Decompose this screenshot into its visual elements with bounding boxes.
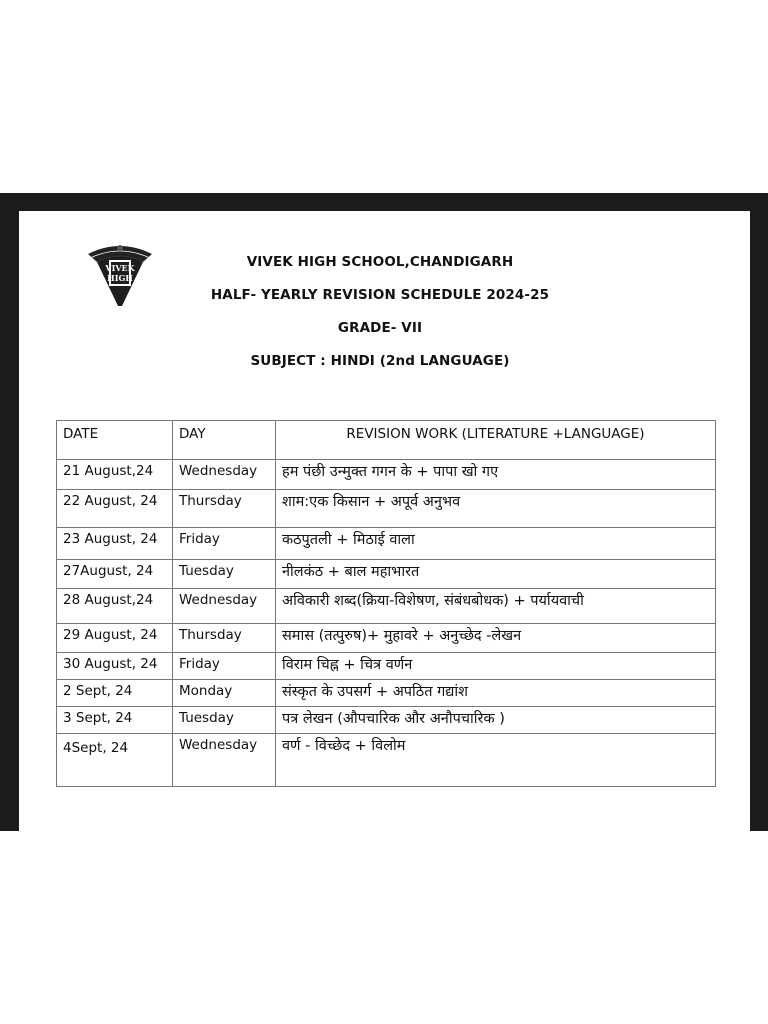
row-work: अविकारी शब्द(क्रिया-विशेषण, संबंधबोधक) + पर्यायवाची xyxy=(276,589,716,624)
row-work: शाम:एक किसान + अपूर्व अनुभव xyxy=(276,490,716,528)
table-row xyxy=(57,653,716,680)
column-header-date: DATE xyxy=(57,421,173,460)
table-row xyxy=(57,560,716,589)
row-date: 23 August, 24 xyxy=(57,528,173,560)
row-day: Wednesday xyxy=(173,589,276,624)
row-date: 28 August,24 xyxy=(57,589,173,624)
row-date: 2 Sept, 24 xyxy=(57,680,173,707)
row-work: वर्ण - विच्छेद + विलोम xyxy=(276,734,716,787)
table-row xyxy=(57,528,716,560)
row-date: 4Sept, 24 xyxy=(57,734,173,787)
row-day: Friday xyxy=(173,653,276,680)
table-header-row xyxy=(57,421,716,460)
table-row xyxy=(57,734,716,787)
school-name: VIVEK HIGH SCHOOL,CHANDIGARH xyxy=(246,254,514,270)
row-date: 29 August, 24 xyxy=(57,624,173,653)
row-day: Wednesday xyxy=(173,460,276,490)
row-work: समास (तत्पुरुष)+ मुहावरे + अनुच्छेद -लेखन xyxy=(276,624,716,653)
table-row xyxy=(57,589,716,624)
row-work: पत्र लेखन (औपचारिक और अनौपचारिक ) xyxy=(276,707,716,734)
grade-label: GRADE- VII xyxy=(337,320,423,336)
row-day: Wednesday xyxy=(173,734,276,787)
row-day: Thursday xyxy=(173,624,276,653)
revision-schedule-table xyxy=(56,420,716,787)
row-date: 3 Sept, 24 xyxy=(57,707,173,734)
table-row xyxy=(57,460,716,490)
table-row xyxy=(57,624,716,653)
schedule-title: HALF- YEARLY REVISION SCHEDULE 2024-25 xyxy=(210,287,550,303)
row-day: Friday xyxy=(173,528,276,560)
row-day: Monday xyxy=(173,680,276,707)
row-date: 21 August,24 xyxy=(57,460,173,490)
row-work: नीलकंठ + बाल महाभारत xyxy=(276,560,716,589)
row-date: 22 August, 24 xyxy=(57,490,173,528)
column-header-work: REVISION WORK (LITERATURE +LANGUAGE) xyxy=(276,421,716,460)
table-row xyxy=(57,490,716,528)
subject-label: SUBJECT : HINDI (2nd LANGUAGE) xyxy=(250,353,510,369)
row-work: हम पंछी उन्मुक्त गगन के + पापा खो गए xyxy=(276,460,716,490)
row-day: Tuesday xyxy=(173,560,276,589)
row-day: Tuesday xyxy=(173,707,276,734)
row-work: संस्कृत के उपसर्ग + अपठित गद्यांश xyxy=(276,680,716,707)
table-row xyxy=(57,680,716,707)
row-work: कठपुतली + मिठाई वाला xyxy=(276,528,716,560)
svg-text:HIGH: HIGH xyxy=(107,273,133,283)
row-work: विराम चिह्न + चित्र वर्णन xyxy=(276,653,716,680)
row-date: 27August, 24 xyxy=(57,560,173,589)
svg-text:VIVEK: VIVEK xyxy=(105,263,135,273)
row-date: 30 August, 24 xyxy=(57,653,173,680)
table-row xyxy=(57,707,716,734)
column-header-day: DAY xyxy=(173,421,276,460)
row-day: Thursday xyxy=(173,490,276,528)
school-logo xyxy=(85,240,155,308)
